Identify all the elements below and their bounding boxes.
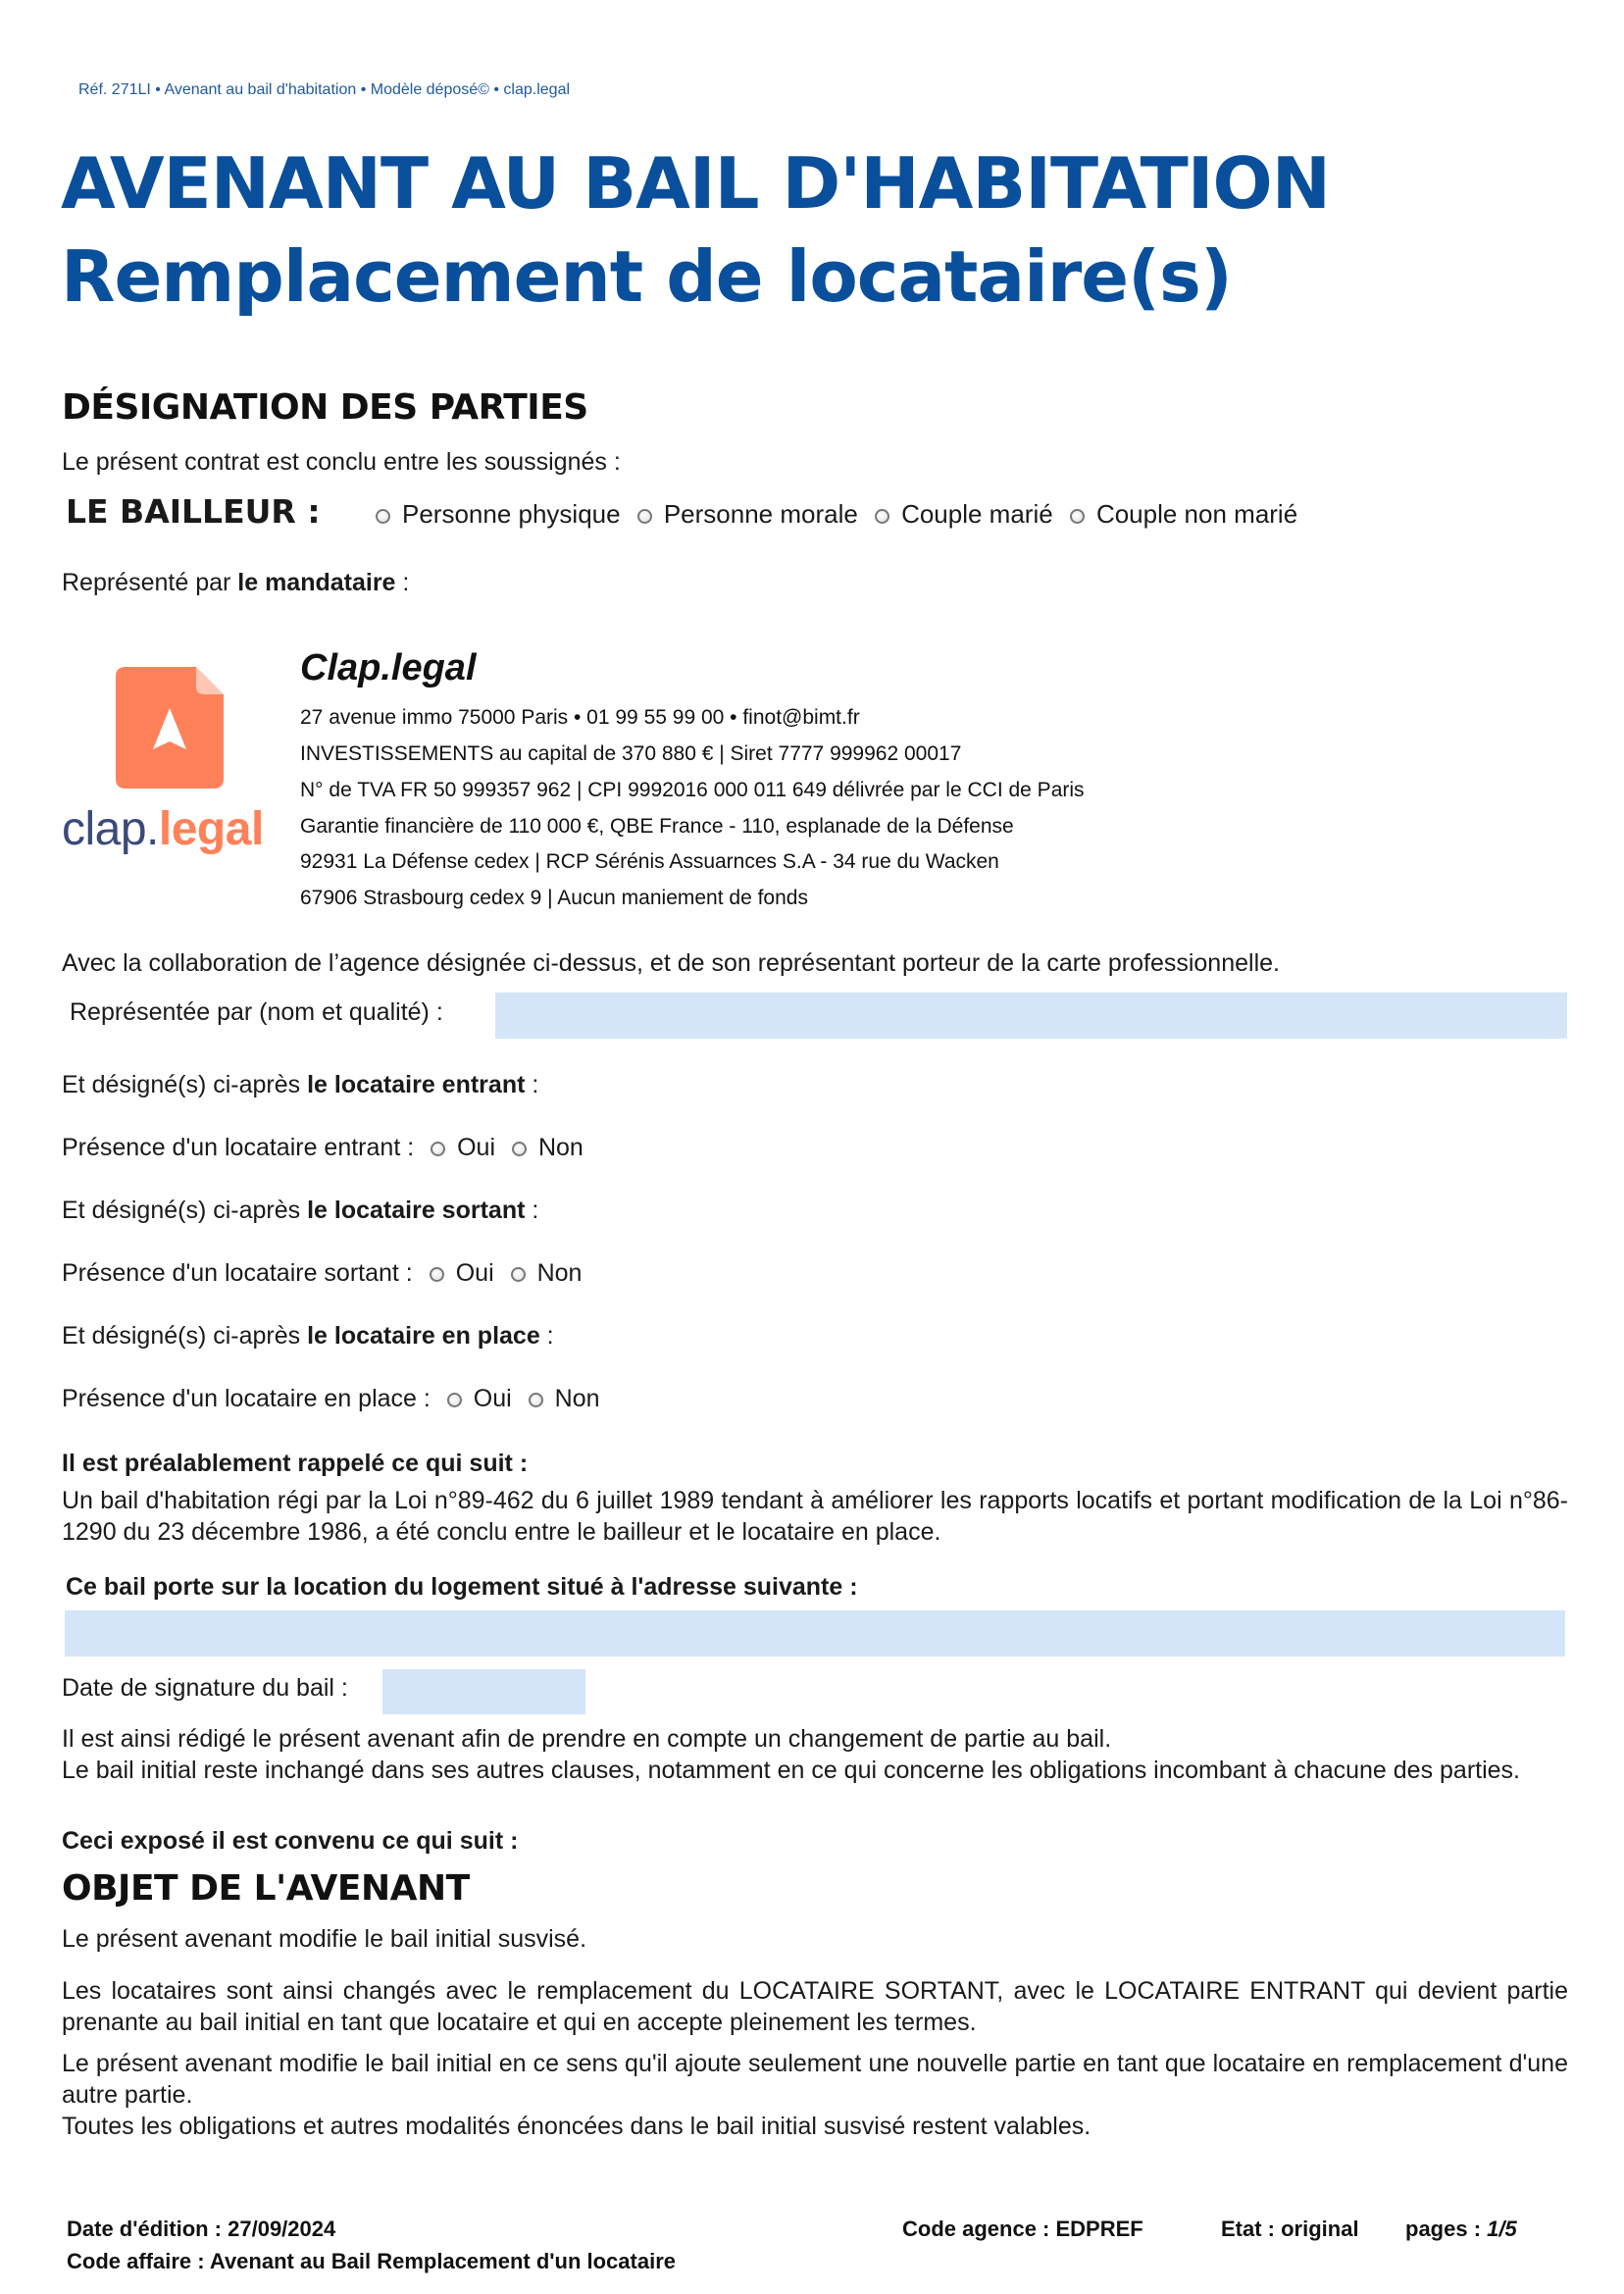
option-label: Personne morale (663, 499, 858, 529)
objet-paragraph-2: Les locataires sont ainsi changés avec le remplacement du LOCATAIRE SORTANT, avec le LOCATAIRE ENTRANT qui devient partie prenante au bail initial en tant que locataire et qui en accepte pleinement les termes. (62, 1977, 1568, 2036)
agency-city: 67906 Strasbourg cedex 9 | Aucun maniement de fonds (300, 887, 808, 909)
radio-icon[interactable] (529, 1393, 543, 1407)
agency-rcp: 92931 La Défense cedex | RCP Sérénis Assuarnces S.A - 34 rue du Wacken (300, 850, 999, 873)
sortant-no-option[interactable] (511, 1259, 583, 1288)
footer-state: Etat : original (1221, 2217, 1359, 2241)
signature-date-label: Date de signature du bail : (62, 1674, 348, 1702)
recall-heading: Il est préalablement rappelé ce qui suit : (62, 1450, 529, 1477)
collaboration-text: Avec la collaboration de l’agence désignée ci-dessus, et de son représentant porteur de la carte professionnelle. (62, 949, 1280, 977)
radio-icon[interactable] (376, 509, 390, 524)
objet-paragraph-3: Le présent avenant modifie le bail initial en ce sens qu'il ajoute seulement une nouvelle partie en tant que locataire en remplacement d'une autre partie. (62, 2050, 1568, 2109)
footer-edition-date: Date d'édition : 27/09/2024 (67, 2217, 336, 2241)
option-label: Non (537, 1134, 584, 1161)
option-label: Oui (455, 1259, 494, 1287)
signature-date-input[interactable] (382, 1669, 585, 1714)
bailleur-option-morale[interactable] (637, 499, 858, 530)
clap-legal-logo-text: clap.legal (62, 803, 264, 855)
option-label: Couple marié (901, 499, 1053, 529)
sortant-presence-row (62, 1259, 591, 1288)
option-label: Oui (473, 1385, 512, 1412)
radio-icon[interactable] (447, 1393, 462, 1407)
agency-address: 27 avenue immo 75000 Paris • 01 99 55 99 00 • finot@bimt.fr (300, 706, 860, 729)
bailleur-options (376, 499, 1307, 529)
footer-affaire-code: Code affaire : Avenant au Bail Remplacement d'un locataire (67, 2249, 676, 2273)
radio-icon[interactable] (511, 1267, 526, 1282)
radio-icon[interactable] (637, 509, 652, 524)
agency-name: Clap.legal (300, 647, 477, 688)
document-subtitle: Remplacement de locataire(s) (61, 235, 1232, 318)
recall-text: Un bail d'habitation régi par la Loi n°89-462 du 6 juillet 1989 tendant à améliorer les rapports locatifs et portant modification de la Loi n°86-1290 du 23 décembre 1986, a été conclu entre le bailleur et le locataire en place. (62, 1487, 1568, 1546)
entrant-yes-option[interactable] (431, 1134, 495, 1162)
objet-paragraph-1: Le présent avenant modifie le bail initial susvisé. (62, 1925, 587, 1953)
objet-paragraph-4: Toutes les obligations et autres modalités énoncées dans le bail initial susvisé restent valables. (62, 2113, 1091, 2140)
agreed-heading: Ceci exposé il est convenu ce qui suit : (62, 1827, 519, 1855)
bailleur-label: LE BAILLEUR : (66, 492, 321, 531)
radio-icon[interactable] (430, 1267, 444, 1282)
place-yes-option[interactable] (447, 1385, 512, 1413)
option-label: Non (536, 1259, 583, 1287)
bailleur-option-marie[interactable] (875, 499, 1053, 530)
footer-agency-code: Code agence : EDPREF (902, 2217, 1143, 2241)
place-presence-label: Présence d'un locataire en place : (62, 1385, 431, 1412)
bailleur-option-non-marie[interactable] (1070, 499, 1297, 530)
entrant-presence-row (62, 1134, 593, 1162)
clap-legal-logo-icon (116, 667, 224, 789)
bailleur-option-physique[interactable] (376, 499, 621, 530)
document-reference: Réf. 271LI • Avenant au bail d'habitation • Modèle déposé© • clap.legal (78, 81, 571, 98)
sortant-presence-label: Présence d'un locataire sortant : (62, 1259, 413, 1287)
option-label: Non (554, 1385, 600, 1412)
radio-icon[interactable] (431, 1142, 445, 1156)
agency-capital: INVESTISSEMENTS au capital de 370 880 € | Siret 7777 999962 00017 (300, 742, 962, 765)
redaction-line-2: Le bail initial reste inchangé dans ses autres clauses, notamment en ce qui concerne les obligations incombant à chacune des parties. (62, 1757, 1520, 1784)
sortant-designation: Et désigné(s) ci-après le locataire sortant : (62, 1197, 539, 1224)
radio-icon[interactable] (512, 1142, 527, 1156)
section-heading-parties: DÉSIGNATION DES PARTIES (62, 387, 588, 428)
parties-intro: Le présent contrat est conclu entre les soussignés : (62, 448, 621, 476)
entrant-presence-label: Présence d'un locataire entrant : (62, 1134, 415, 1161)
agency-guarantee: Garantie financière de 110 000 €, QBE France - 110, esplanade de la Défense (300, 815, 1014, 838)
entrant-no-option[interactable] (512, 1134, 584, 1162)
redaction-line-1: Il est ainsi rédigé le présent avenant afin de prendre en compte un changement de partie au bail. (62, 1725, 1112, 1753)
radio-icon[interactable] (1070, 509, 1085, 524)
document-title: AVENANT AU BAIL D'HABITATION (61, 142, 1331, 225)
place-no-option[interactable] (529, 1385, 600, 1413)
entrant-designation: Et désigné(s) ci-après le locataire entrant : (62, 1071, 539, 1098)
bailleur-row (66, 492, 1307, 531)
footer-pages: pages : 1/5 (1405, 2217, 1517, 2241)
place-designation: Et désigné(s) ci-après le locataire en place : (62, 1322, 554, 1350)
radio-icon[interactable] (875, 509, 889, 524)
address-label: Ce bail porte sur la location du logement situé à l'adresse suivante : (66, 1573, 858, 1601)
represented-by-label: Représentée par (nom et qualité) : (70, 998, 443, 1026)
section-heading-objet: OBJET DE L'AVENANT (62, 1868, 470, 1909)
address-input[interactable] (65, 1610, 1565, 1657)
option-label: Couple non marié (1095, 499, 1298, 529)
option-label: Personne physique (401, 499, 621, 529)
place-presence-row (62, 1385, 610, 1413)
represented-by-input[interactable] (495, 993, 1567, 1039)
agency-tva: N° de TVA FR 50 999357 962 | CPI 9992016 000 011 649 délivrée par le CCI de Paris (300, 779, 1085, 801)
sortant-yes-option[interactable] (430, 1259, 494, 1288)
represented-by-mandataire: Représenté par le mandataire : (62, 569, 410, 596)
option-label: Oui (457, 1134, 496, 1161)
